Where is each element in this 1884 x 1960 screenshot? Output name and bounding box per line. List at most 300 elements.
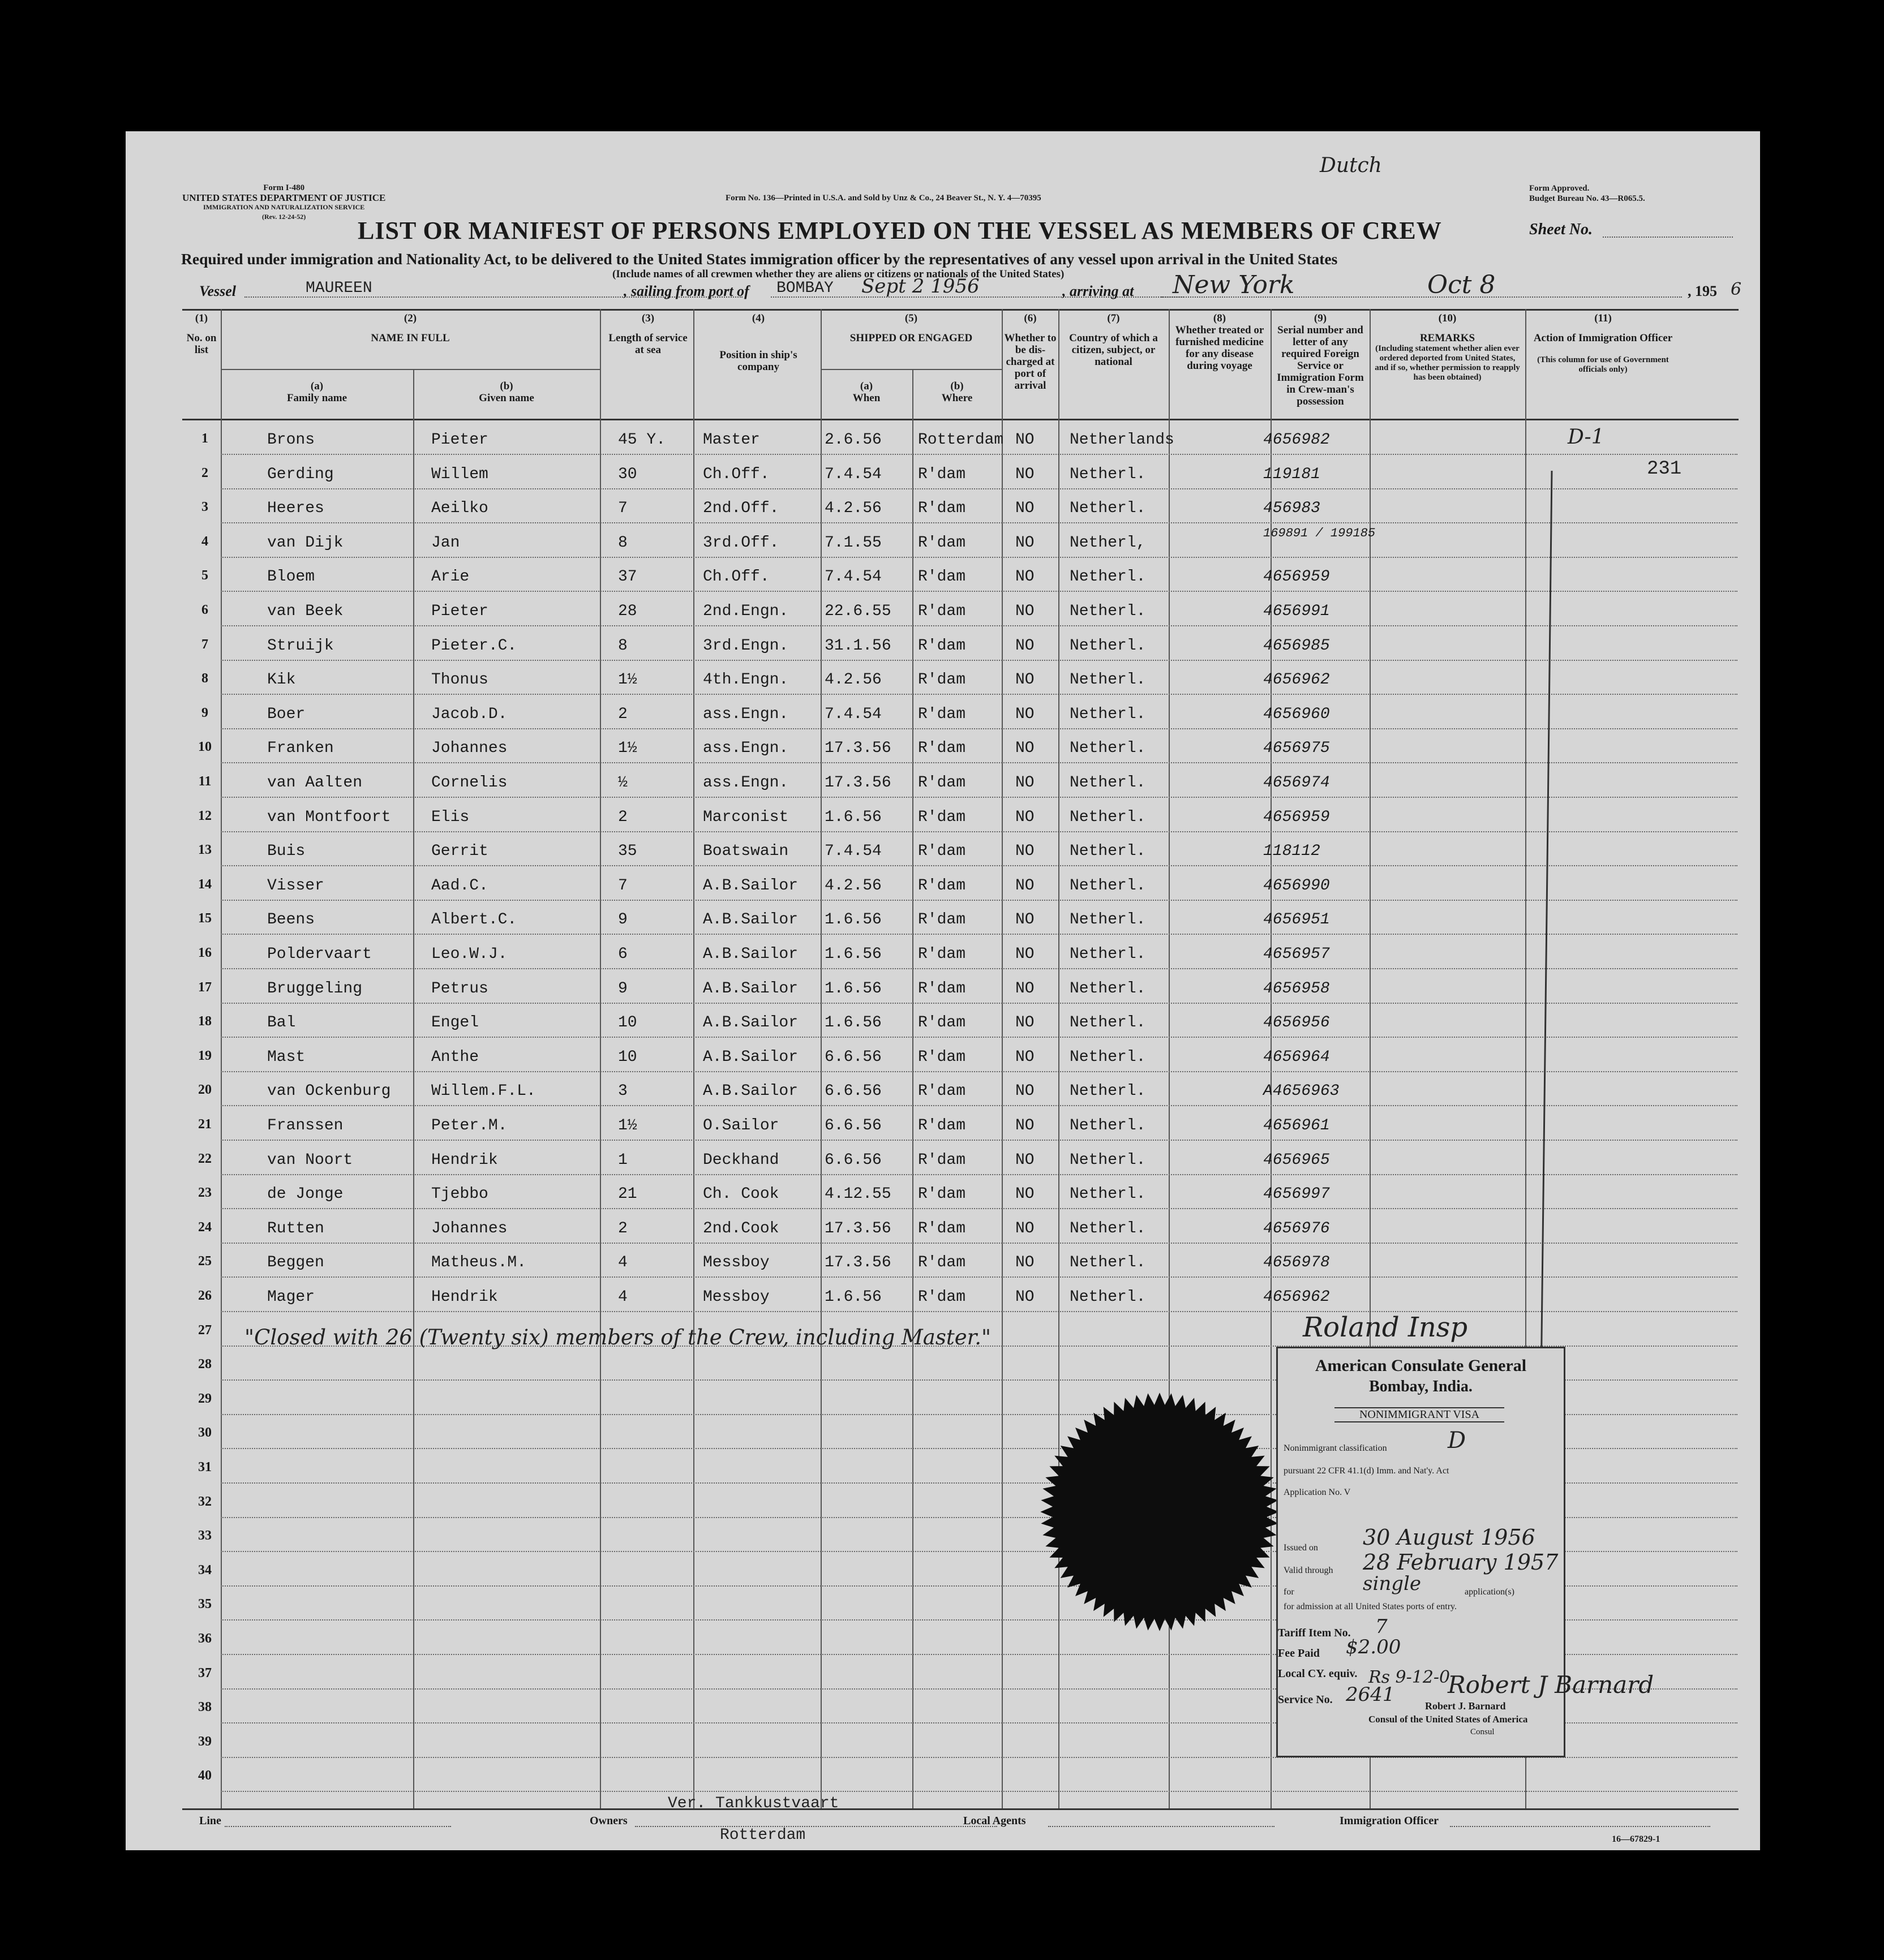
crew-shipped-when: 1.6.56 <box>825 979 882 998</box>
port-name: BOMBAY <box>776 280 834 297</box>
crew-serial: 119181 <box>1263 465 1320 483</box>
consul-signature: Robert J Barnard <box>1448 1671 1654 1699</box>
crew-shipped-where: R'dam <box>918 671 966 689</box>
stamp-single: single <box>1363 1572 1421 1595</box>
row-number: 23 <box>198 1185 212 1201</box>
crew-serial: 4656962 <box>1263 1288 1330 1306</box>
table-row <box>126 421 1760 455</box>
row-number: 39 <box>198 1734 212 1749</box>
crew-country: Netherl. <box>1070 1082 1146 1101</box>
crew-discharged: NO <box>1015 979 1035 998</box>
crew-shipped-when: 7.4.54 <box>825 465 882 483</box>
crew-country: Netherl. <box>1070 1014 1146 1032</box>
crew-discharged: NO <box>1015 740 1035 758</box>
crew-position: Deckhand <box>703 1151 779 1169</box>
crew-country: Netherl. <box>1070 671 1146 689</box>
crew-discharged: NO <box>1015 911 1035 929</box>
crew-serial: 118112 <box>1263 843 1320 861</box>
crew-discharged: NO <box>1015 1288 1035 1306</box>
crew-service-length: 1½ <box>618 740 637 758</box>
crew-discharged: NO <box>1015 637 1035 655</box>
crew-shipped-when: 17.3.56 <box>825 1254 891 1272</box>
year-label: , 195 <box>1688 283 1717 299</box>
crew-service-length: 10 <box>618 1048 637 1066</box>
inspector-signature: Roland Insp <box>1303 1312 1468 1343</box>
stamp-class-value: D <box>1448 1428 1466 1454</box>
sheet-no-label: Sheet No. <box>1529 221 1593 238</box>
crew-country: Netherl. <box>1070 876 1146 895</box>
crew-shipped-where: R'dam <box>918 1048 966 1066</box>
crew-family-name: de Jonge <box>267 1185 344 1203</box>
crew-shipped-when: 1.6.56 <box>825 911 882 929</box>
crew-family-name: Buis <box>267 843 306 861</box>
crew-service-length: 7 <box>618 500 628 518</box>
crew-serial: 4656962 <box>1263 671 1330 689</box>
crew-country: Netherl. <box>1070 1219 1146 1237</box>
crew-shipped-when: 1.6.56 <box>825 1288 882 1306</box>
crew-service-length: 9 <box>618 911 628 929</box>
crew-family-name: van Ockenburg <box>267 1082 391 1101</box>
crew-shipped-when: 7.4.54 <box>825 705 882 723</box>
crew-shipped-when: 17.3.56 <box>825 1219 891 1237</box>
crew-discharged: NO <box>1015 945 1035 963</box>
footer-owners-value2: Rotterdam <box>720 1826 806 1844</box>
stamp-issued-label: Issued on <box>1284 1543 1318 1553</box>
row-number: 28 <box>198 1357 212 1372</box>
crew-country: Netherl. <box>1070 500 1146 518</box>
col10-header: (10) REMARKS (Including statement whether alien ever ordered deported from United States, and if so, whether permission to reapply has been obtained) <box>1375 312 1520 382</box>
crew-given-name: Jacob.D. <box>431 705 508 723</box>
closing-note: "Closed with 26 (Twenty six) members of the Crew, including Master." <box>244 1325 991 1349</box>
crew-position: A.B.Sailor <box>703 979 799 998</box>
row-number: 14 <box>198 876 212 892</box>
crew-given-name: Petrus <box>431 979 488 998</box>
crew-serial: 4656975 <box>1263 740 1330 758</box>
crew-given-name: Arie <box>431 568 470 586</box>
crew-shipped-when: 31.1.56 <box>825 637 891 655</box>
crew-given-name: Willem.F.L. <box>431 1082 536 1101</box>
crew-service-length: 21 <box>618 1185 637 1203</box>
arrival-port: New York <box>1173 270 1295 299</box>
crew-serial: 4656997 <box>1263 1185 1330 1203</box>
row-number: 40 <box>198 1768 212 1783</box>
crew-family-name: van Dijk <box>267 534 344 552</box>
crew-service-length: 37 <box>618 568 637 586</box>
crew-family-name: Bruggeling <box>267 979 363 998</box>
crew-shipped-when: 4.2.56 <box>825 671 882 689</box>
crew-country: Netherl. <box>1070 843 1146 861</box>
col2b-header: (b) Given name <box>479 380 534 404</box>
crew-country: Netherl. <box>1070 945 1146 963</box>
crew-discharged: NO <box>1015 1117 1035 1134</box>
crew-country: Netherl. <box>1070 1288 1146 1306</box>
crew-position: ass.Engn. <box>703 774 789 792</box>
crew-position: 2nd.Cook <box>703 1219 779 1237</box>
crew-position: O.Sailor <box>703 1117 779 1134</box>
crew-discharged: NO <box>1015 705 1035 723</box>
row-number: 13 <box>198 843 212 858</box>
crew-shipped-when: 6.6.56 <box>825 1048 882 1066</box>
crew-shipped-where: R'dam <box>918 534 966 552</box>
row-number: 16 <box>198 945 212 960</box>
crew-discharged: NO <box>1015 431 1035 449</box>
crew-service-length: 1½ <box>618 1117 637 1134</box>
crew-shipped-where: R'dam <box>918 603 966 620</box>
crew-shipped-when: 7.4.54 <box>825 568 882 586</box>
footer-officer-label: Immigration Officer <box>1340 1815 1439 1827</box>
crew-shipped-when: 1.6.56 <box>825 1014 882 1032</box>
crew-position: 4th.Engn. <box>703 671 789 689</box>
crew-shipped-when: 2.6.56 <box>825 431 882 449</box>
crew-country: Netherl. <box>1070 1185 1146 1203</box>
row-number: 27 <box>198 1322 212 1338</box>
crew-discharged: NO <box>1015 671 1035 689</box>
crew-country: Netherl. <box>1070 740 1146 758</box>
stamp-tariff-label: Tariff Item No. <box>1278 1627 1351 1639</box>
crew-given-name: Pieter.C. <box>431 637 517 655</box>
crew-position: 2nd.Engn. <box>703 603 789 620</box>
col2a-header: (a) Family name <box>286 380 347 404</box>
crew-discharged: NO <box>1015 876 1035 895</box>
crew-country: Netherl. <box>1070 1151 1146 1169</box>
crew-serial: 4656956 <box>1263 1014 1330 1032</box>
footer-top-rule <box>182 1808 1739 1810</box>
crew-given-name: Peter.M. <box>431 1117 508 1134</box>
crew-serial: 4656985 <box>1263 637 1330 655</box>
row-number: 33 <box>198 1528 212 1544</box>
crew-serial: 4656978 <box>1263 1254 1330 1272</box>
crew-serial: 4656965 <box>1263 1151 1330 1169</box>
crew-discharged: NO <box>1015 500 1035 518</box>
row-number: 17 <box>198 979 212 995</box>
row-number: 25 <box>198 1254 212 1269</box>
row-number: 30 <box>198 1425 212 1441</box>
row-number: 32 <box>198 1494 212 1509</box>
crew-country: Netherl. <box>1070 1254 1146 1272</box>
crew-service-length: 28 <box>618 603 637 620</box>
row-number: 5 <box>201 568 208 583</box>
crew-family-name: Franssen <box>267 1117 344 1134</box>
crew-position: A.B.Sailor <box>703 911 799 929</box>
crew-serial: 4656960 <box>1263 705 1330 723</box>
stamp-line1: American Consulate General <box>1315 1356 1527 1375</box>
stamp-local-label: Local CY. equiv. <box>1278 1667 1358 1680</box>
crew-given-name: Hendrik <box>431 1288 498 1306</box>
crew-shipped-when: 22.6.55 <box>825 603 891 620</box>
crew-shipped-when: 4.2.56 <box>825 500 882 518</box>
row-number: 10 <box>198 740 212 755</box>
crew-position: A.B.Sailor <box>703 1048 799 1066</box>
printer-note: Form No. 136—Printed in U.S.A. and Sold by Unz & Co., 24 Beaver St., N. Y. 4—70395 <box>726 194 1041 203</box>
crew-position: 2nd.Off. <box>703 500 779 518</box>
crew-given-name: Cornelis <box>431 774 508 792</box>
sheet-no-line <box>1603 237 1733 238</box>
row-number: 38 <box>198 1700 212 1715</box>
stamp-visa-type: NONIMMIGRANT VISA <box>1334 1407 1504 1422</box>
stamp-pursuant: pursuant 22 CFR 41.1(d) Imm. and Nat'y. Act <box>1284 1466 1449 1476</box>
embossed-seal-icon <box>1038 1390 1281 1634</box>
pen-line <box>1512 471 1580 1467</box>
stamp-consul-title: Consul of the United States of America <box>1368 1714 1528 1725</box>
crew-given-name: Johannes <box>431 740 508 758</box>
crew-service-length: 8 <box>618 637 628 655</box>
row-number: 9 <box>201 705 208 720</box>
crew-shipped-where: R'dam <box>918 1082 966 1101</box>
crew-country: Netherl. <box>1070 1048 1146 1066</box>
crew-service-length: 9 <box>618 979 628 998</box>
crew-position: A.B.Sailor <box>703 945 799 963</box>
row-rule <box>221 1791 1737 1792</box>
stamp-issued-value: 30 August 1956 <box>1363 1525 1535 1550</box>
col7-header: (7) Country of which a citizen, subject, or national <box>1069 312 1158 368</box>
crew-discharged: NO <box>1015 568 1035 586</box>
crew-shipped-where: R'dam <box>918 911 966 929</box>
crew-shipped-when: 1.6.56 <box>825 808 882 826</box>
crew-given-name: Jan <box>431 534 460 552</box>
col8-header: (8) Whether treated or furnished medicine for any disease during voyage <box>1175 312 1264 372</box>
crew-given-name: Aeilko <box>431 500 488 518</box>
col11-header: (11) Action of Immigration Officer (This column for use of Government officials only) <box>1533 312 1673 374</box>
crew-shipped-when: 4.2.56 <box>825 876 882 895</box>
crew-shipped-when: 17.3.56 <box>825 774 891 792</box>
stamp-class-label: Nonimmigrant classification <box>1284 1443 1387 1453</box>
crew-shipped-where: Rotterdam <box>918 431 1004 449</box>
stamp-application: Application No. V <box>1284 1488 1351 1497</box>
crew-given-name: Albert.C. <box>431 911 517 929</box>
crew-position: Ch.Off. <box>703 465 770 483</box>
footer-code: 16—67829-1 <box>1612 1834 1660 1844</box>
col5b-header: (b) Where <box>941 380 973 404</box>
crew-position: 3rd.Off. <box>703 534 779 552</box>
crew-service-length: 4 <box>618 1254 628 1272</box>
required-line: Required under immigration and Nationality Act, to be delivered to the United States immigration officer by the representatives of any vessel upon arrival in the United States <box>181 250 1338 268</box>
arriving-label: , arriving at <box>1062 283 1134 299</box>
crew-shipped-where: R'dam <box>918 1014 966 1032</box>
crew-shipped-where: R'dam <box>918 1185 966 1203</box>
col9-header: (9) Serial number and letter of any required Foreign Service or Immigration Form in Crew-man's possession <box>1277 312 1364 407</box>
crew-given-name: Thonus <box>431 671 488 689</box>
sailing-label: , sailing from port of <box>624 283 749 299</box>
crew-shipped-where: R'dam <box>918 568 966 586</box>
header-bottom-rule <box>182 419 1739 420</box>
crew-service-length: 4 <box>618 1288 628 1306</box>
row-number: 22 <box>198 1151 212 1166</box>
crew-discharged: NO <box>1015 1082 1035 1101</box>
row-number: 2 <box>201 465 208 480</box>
crew-service-length: 3 <box>618 1082 628 1101</box>
crew-position: Marconist <box>703 808 789 826</box>
year-digit: 6 <box>1731 280 1742 299</box>
row-number: 12 <box>198 808 212 823</box>
crew-position: ass.Engn. <box>703 740 789 758</box>
crew-country: Netherl. <box>1070 774 1146 792</box>
crew-service-length: 2 <box>618 705 628 723</box>
crew-service-length: 30 <box>618 465 637 483</box>
crew-given-name: Willem <box>431 465 488 483</box>
sail-date: Sept 2 1956 <box>861 275 980 298</box>
stamp-consul-name: Robert J. Barnard <box>1425 1700 1506 1712</box>
row-number: 35 <box>198 1597 212 1612</box>
crew-discharged: NO <box>1015 1185 1035 1203</box>
action-mark-d1: D-1 <box>1568 425 1604 449</box>
crew-serial: 4656959 <box>1263 568 1330 586</box>
row-number: 24 <box>198 1219 212 1235</box>
crew-family-name: Rutten <box>267 1219 324 1237</box>
stamp-valid-label: Valid through <box>1284 1566 1333 1575</box>
crew-shipped-where: R'dam <box>918 945 966 963</box>
crew-family-name: Boer <box>267 705 306 723</box>
crew-discharged: NO <box>1015 843 1035 861</box>
table-row <box>126 1758 1760 1792</box>
crew-serial: 4656982 <box>1263 431 1330 449</box>
crew-serial: 4656958 <box>1263 979 1330 998</box>
crew-country: Netherl. <box>1070 911 1146 929</box>
row-number: 3 <box>201 500 208 515</box>
crew-given-name: Pieter <box>431 603 488 620</box>
crew-family-name: Franken <box>267 740 334 758</box>
crew-serial: A4656963 <box>1263 1082 1340 1101</box>
crew-shipped-where: R'dam <box>918 1219 966 1237</box>
crew-family-name: Heeres <box>267 500 324 518</box>
crew-service-length: 10 <box>618 1014 637 1032</box>
crew-family-name: Bloem <box>267 568 315 586</box>
row-number: 21 <box>198 1117 212 1132</box>
page-number-mark: 231 <box>1647 458 1682 480</box>
row-number: 18 <box>198 1014 212 1029</box>
page-title: LIST OR MANIFEST OF PERSONS EMPLOYED ON THE VESSEL AS MEMBERS OF CREW <box>358 217 1442 244</box>
crew-given-name: Matheus.M. <box>431 1254 527 1272</box>
row-number: 34 <box>198 1562 212 1578</box>
crew-shipped-where: R'dam <box>918 979 966 998</box>
row-number: 4 <box>201 534 208 549</box>
crew-shipped-where: R'dam <box>918 1254 966 1272</box>
crew-country: Netherl, <box>1070 534 1146 552</box>
crew-shipped-where: R'dam <box>918 1151 966 1169</box>
stamp-service-value: 2641 <box>1346 1683 1395 1706</box>
crew-given-name: Elis <box>431 808 470 826</box>
crew-family-name: van Beek <box>267 603 344 620</box>
crew-family-name: Brons <box>267 431 315 449</box>
row-number: 37 <box>198 1665 212 1680</box>
form-id-block: Form I-480 UNITED STATES DEPARTMENT OF JUSTICE IMMIGRATION AND NATURALIZATION SERVICE (Rev. 12-24-52) <box>182 183 386 221</box>
crew-family-name: Mager <box>267 1288 315 1306</box>
crew-given-name: Engel <box>431 1014 479 1032</box>
crew-family-name: Gerding <box>267 465 334 483</box>
stamp-for-label: for <box>1284 1587 1294 1597</box>
crew-service-length: 45 Y. <box>618 431 666 449</box>
crew-service-length: 2 <box>618 1219 628 1237</box>
crew-country: Netherl. <box>1070 568 1146 586</box>
crew-service-length: 6 <box>618 945 628 963</box>
approval-block: Form Approved. Budget Bureau No. 43—R065.5. <box>1529 184 1645 203</box>
stamp-admission: for admission at all United States ports of entry. <box>1284 1602 1457 1611</box>
crew-discharged: NO <box>1015 1254 1035 1272</box>
crew-shipped-when: 4.12.55 <box>825 1185 891 1203</box>
crew-country: Netherl. <box>1070 808 1146 826</box>
stamp-fee-label: Fee Paid <box>1278 1647 1320 1660</box>
col6-header: (6) Whether to be dis-charged at port of arrival <box>1004 312 1057 392</box>
crew-shipped-where: R'dam <box>918 1288 966 1306</box>
crew-service-length: ½ <box>618 774 628 792</box>
crew-shipped-where: R'dam <box>918 465 966 483</box>
stamp-local-value: Rs 9-12-0 <box>1368 1667 1450 1687</box>
col5a-header: (a) When <box>852 380 881 404</box>
col5-header: (5) SHIPPED OR ENGAGED <box>849 312 973 344</box>
crew-shipped-where: R'dam <box>918 500 966 518</box>
row-number: 20 <box>198 1082 212 1098</box>
footer-owners-value1: Ver. Tankkustvaart <box>668 1795 839 1812</box>
crew-position: ass.Engn. <box>703 705 789 723</box>
crew-serial: 4656976 <box>1263 1219 1330 1237</box>
crew-given-name: Hendrik <box>431 1151 498 1169</box>
crew-shipped-where: R'dam <box>918 843 966 861</box>
crew-serial: 4656959 <box>1263 808 1330 826</box>
crew-country: Netherl. <box>1070 979 1146 998</box>
row-number: 7 <box>201 637 208 652</box>
crew-serial: 4656990 <box>1263 876 1330 895</box>
stamp-tariff-value: 7 <box>1375 1615 1388 1638</box>
crew-position: Ch. Cook <box>703 1185 779 1203</box>
crew-shipped-when: 17.3.56 <box>825 740 891 758</box>
crew-family-name: Struijk <box>267 637 334 655</box>
crew-family-name: van Noort <box>267 1151 353 1169</box>
crew-shipped-where: R'dam <box>918 774 966 792</box>
crew-service-length: 2 <box>618 808 628 826</box>
col2-header: (2) NAME IN FULL <box>371 312 450 344</box>
stamp-consul-sub: Consul <box>1470 1727 1495 1737</box>
table-top-rule <box>182 309 1739 311</box>
crew-service-length: 7 <box>618 876 628 895</box>
crew-country: Netherl. <box>1070 705 1146 723</box>
crew-discharged: NO <box>1015 603 1035 620</box>
name-split-rule <box>221 369 600 370</box>
row-number: 19 <box>198 1048 212 1063</box>
crew-position: A.B.Sailor <box>703 876 799 895</box>
stamp-fee-value: $2.00 <box>1346 1636 1401 1658</box>
crew-given-name: Tjebbo <box>431 1185 488 1203</box>
vessel-name: MAUREEN <box>306 280 372 297</box>
stamp-service-label: Service No. <box>1278 1693 1333 1706</box>
col4-header: (4) Position in ship's company <box>719 312 797 373</box>
arrival-line-rule <box>1161 296 1682 298</box>
crew-shipped-when: 6.6.56 <box>825 1117 882 1134</box>
footer-line-rule <box>225 1826 451 1827</box>
crew-position: Boatswain <box>703 843 789 861</box>
crew-service-length: 1 <box>618 1151 628 1169</box>
row-number: 6 <box>201 603 208 617</box>
col3-header: (3) Length of service at sea <box>608 312 688 356</box>
crew-family-name: Kik <box>267 671 296 689</box>
crew-service-length: 1½ <box>618 671 637 689</box>
footer-owners-label: Owners <box>590 1815 628 1827</box>
crew-shipped-where: R'dam <box>918 1117 966 1134</box>
crew-country: Netherl. <box>1070 465 1146 483</box>
crew-shipped-where: R'dam <box>918 740 966 758</box>
stamp-application-suffix: application(s) <box>1465 1587 1514 1597</box>
manifest-sheet <box>126 131 1760 1850</box>
crew-family-name: Visser <box>267 876 324 895</box>
footer-line-label: Line <box>199 1815 221 1827</box>
crew-service-length: 8 <box>618 534 628 552</box>
crew-family-name: Mast <box>267 1048 306 1066</box>
footer-officer-rule <box>1450 1826 1710 1827</box>
crew-serial: 4656964 <box>1263 1048 1330 1066</box>
crew-given-name: Johannes <box>431 1219 508 1237</box>
crew-shipped-where: R'dam <box>918 808 966 826</box>
crew-service-length: 35 <box>618 843 637 861</box>
footer-agents-rule <box>1048 1826 1274 1827</box>
crew-position: Ch.Off. <box>703 568 770 586</box>
